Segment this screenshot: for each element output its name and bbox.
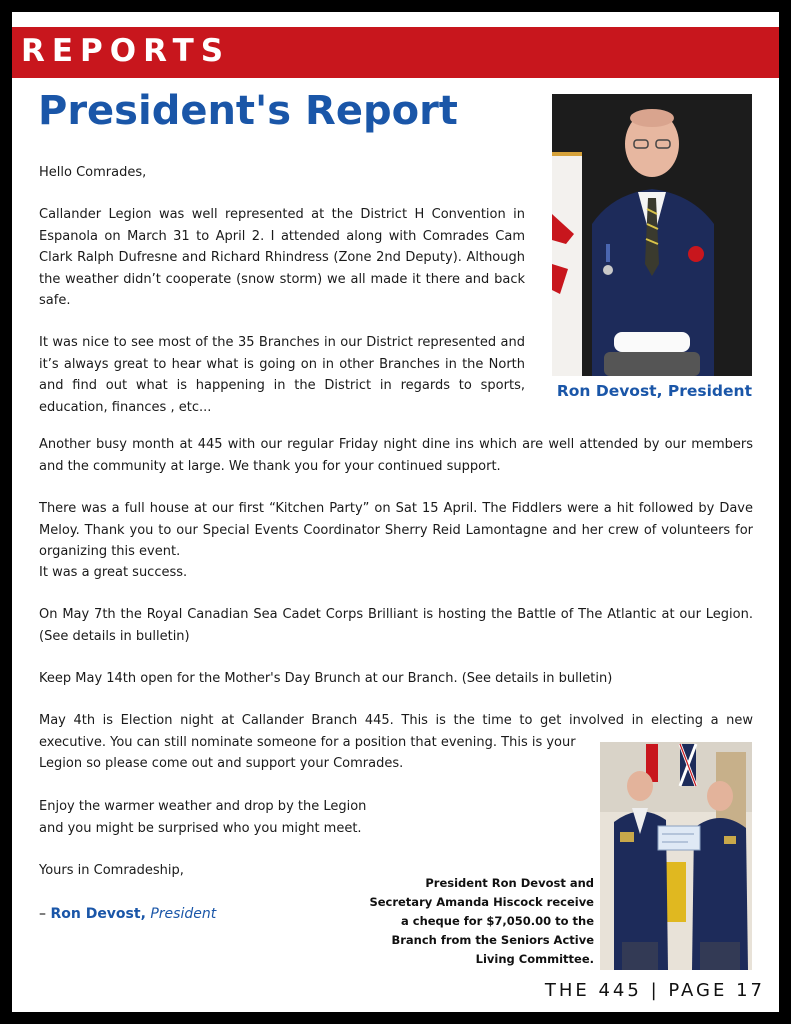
paragraph-kitchen-party-success: It was a great success. xyxy=(39,565,188,580)
caption-line: a cheque for $7,050.00 to the xyxy=(400,914,594,928)
cheque-presentation-illustration xyxy=(600,742,752,970)
caption-line: Branch from the Seniors Active xyxy=(391,933,594,947)
cheque-presentation-photo xyxy=(600,742,752,970)
paragraph-warmer-weather-a: Enjoy the warmer weather and drop by the Legion xyxy=(39,799,367,814)
newsletter-page xyxy=(12,12,779,1012)
closing: Yours in Comradeship, xyxy=(39,863,184,878)
president-portrait-photo xyxy=(552,94,752,376)
paragraph-election-line-a: May 4th is Election night at Callander Branch 445. This is the time to get involved in electing a new executive. You can still nominate someone for a position that evening. This is your xyxy=(39,713,753,750)
paragraph-mothers-day: Keep May 14th open for the Mother's Day Brunch at our Branch. (See details in bulletin) xyxy=(39,671,613,686)
page-footer: THE 445 | PAGE 17 xyxy=(544,980,765,1001)
section-banner xyxy=(12,27,779,78)
section-banner-label: REPORTS xyxy=(21,33,231,69)
paragraph-election-end: Legion so please come out and support your Comrades. xyxy=(39,756,404,771)
caption-line: Secretary Amanda Hiscock receive xyxy=(369,895,594,909)
signature-role: President xyxy=(150,906,217,922)
paragraph-convention: Callander Legion was well represented at the District H Convention in Espanola on March 31 to April 2. I attended along with Comrades Cam Clark Ralph Dufresne and Richard Rhindress (Zone 2nd Deputy). Although the weather didn’t cooperate (snow storm) we all made it there and back safe. xyxy=(39,207,525,308)
caption-line: Living Committee. xyxy=(475,952,594,966)
signature-dash: – xyxy=(39,906,51,922)
paragraph-kitchen-party: There was a full house at our first “Kitchen Party” on Sat 15 April. The Fiddlers were a hit followed by Dave Meloy. Thank you to our Special Events Coordinator Sherry Reid Lamontagne and her crew of volunteers for organizing this event. xyxy=(39,501,753,559)
paragraph-warmer-weather-b: and you might be surprised who you might meet. xyxy=(39,821,362,836)
signature xyxy=(39,906,216,922)
president-portrait-illustration xyxy=(552,94,752,376)
greeting: Hello Comrades, xyxy=(39,165,147,180)
paragraph-branches: It was nice to see most of the 35 Branches in our District represented and it’s always great to hear what is going on in other Branches in the North and find out what is happening in the District in regards to sports, education, finances , etc... xyxy=(39,335,525,415)
paragraph-sea-cadets: On May 7th the Royal Canadian Sea Cadet Corps Brilliant is hosting the Battle of The Atlantic at our Legion. (See details in bulletin) xyxy=(39,607,753,644)
signature-name: Ron Devost, xyxy=(50,906,146,922)
cheque-presentation-caption xyxy=(346,874,594,969)
president-portrait-caption: Ron Devost, President xyxy=(556,382,752,400)
page-title: President's Report xyxy=(38,88,458,134)
caption-line: President Ron Devost and xyxy=(425,876,594,890)
paragraph-dine-ins: Another busy month at 445 with our regular Friday night dine ins which are well attended by our members and the community at large. We thank you for your continued support. xyxy=(39,437,753,474)
